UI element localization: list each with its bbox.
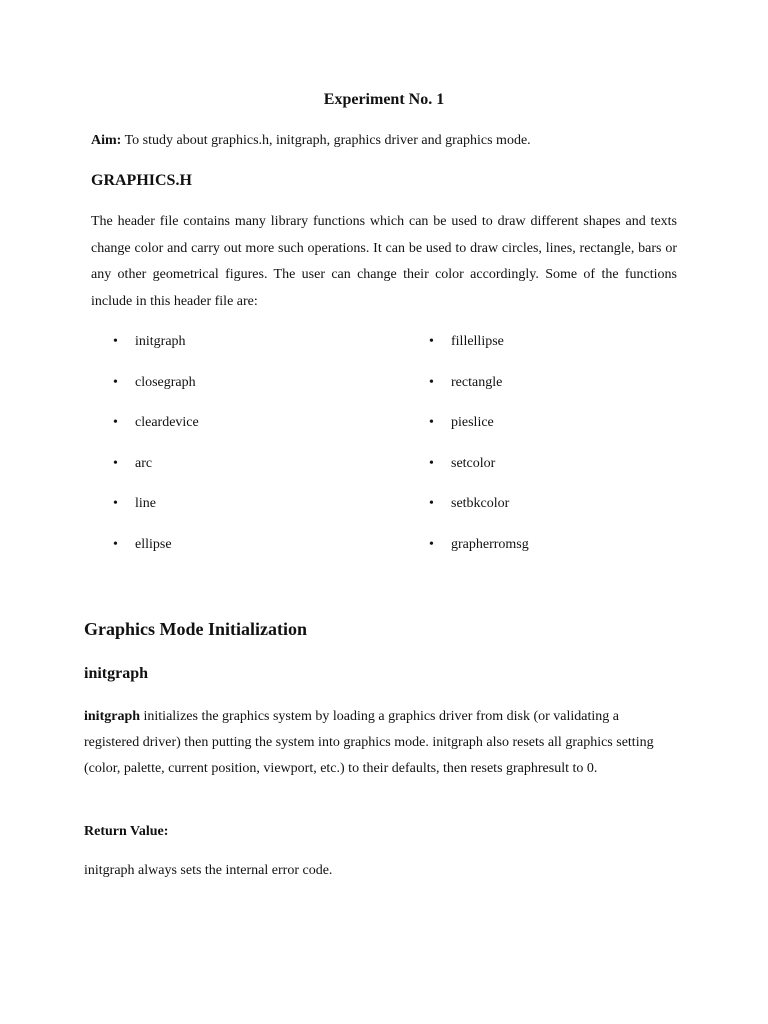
return-value-text: initgraph always sets the internal error code.: [84, 863, 333, 878]
section-heading-graphics-mode: Graphics Mode Initialization: [84, 619, 308, 639]
initgraph-term: initgraph: [84, 709, 141, 724]
bullet-icon: •: [113, 334, 118, 349]
bullet-icon: •: [113, 496, 118, 512]
function-name: initgraph: [135, 334, 186, 349]
bullet-icon: •: [429, 455, 434, 471]
section-heading-graphics-h: GRAPHICS.H: [91, 172, 192, 189]
aim-line: [91, 133, 531, 149]
bullet-icon: •: [429, 536, 434, 552]
function-name: ellipse: [135, 536, 172, 552]
page-title: Experiment No. 1: [323, 91, 445, 108]
aim-label: Aim:: [91, 133, 122, 148]
bullet-icon: •: [429, 496, 434, 512]
function-name: pieslice: [451, 415, 494, 431]
function-name: line: [135, 496, 156, 512]
aim-text: To study about graphics.h, initgraph, graphics driver and graphics mode.: [121, 133, 531, 148]
initgraph-paragraph: [84, 704, 664, 782]
subheading-initgraph: initgraph: [84, 665, 149, 682]
function-name: setcolor: [451, 455, 496, 471]
function-name: setbkcolor: [451, 496, 510, 512]
function-name: closegraph: [135, 374, 196, 390]
graphics-h-paragraph: The header file contains many library functions which can be used to draw different shapes and texts change color and carry out more such operations. It can be used to draw circles, lines, rectangle, bars or any other geometrical figures. The user can change their color accordingly. Some of the functions include in this header file are:: [91, 214, 677, 309]
bullet-icon: •: [429, 415, 434, 431]
bullet-icon: •: [113, 455, 118, 471]
bullet-icon: •: [113, 374, 118, 390]
bullet-icon: •: [429, 334, 434, 349]
function-name: arc: [135, 455, 153, 471]
function-name: grapherromsg: [451, 536, 529, 552]
initgraph-description: initializes the graphics system by loading a graphics driver from disk (or validating a registered driver) then putting the system into graphics mode. initgraph also resets all graphics setting (color, palette, current position, viewport, etc.) to their defaults, then resets graphresult to 0.: [84, 709, 654, 776]
bullet-icon: •: [113, 536, 118, 552]
bullet-icon: •: [429, 374, 434, 390]
function-name: rectangle: [451, 374, 503, 390]
bullet-icon: •: [113, 415, 118, 431]
return-value-heading: Return Value:: [84, 824, 169, 839]
function-name: fillellipse: [451, 334, 504, 349]
function-name: cleardevice: [135, 415, 199, 431]
